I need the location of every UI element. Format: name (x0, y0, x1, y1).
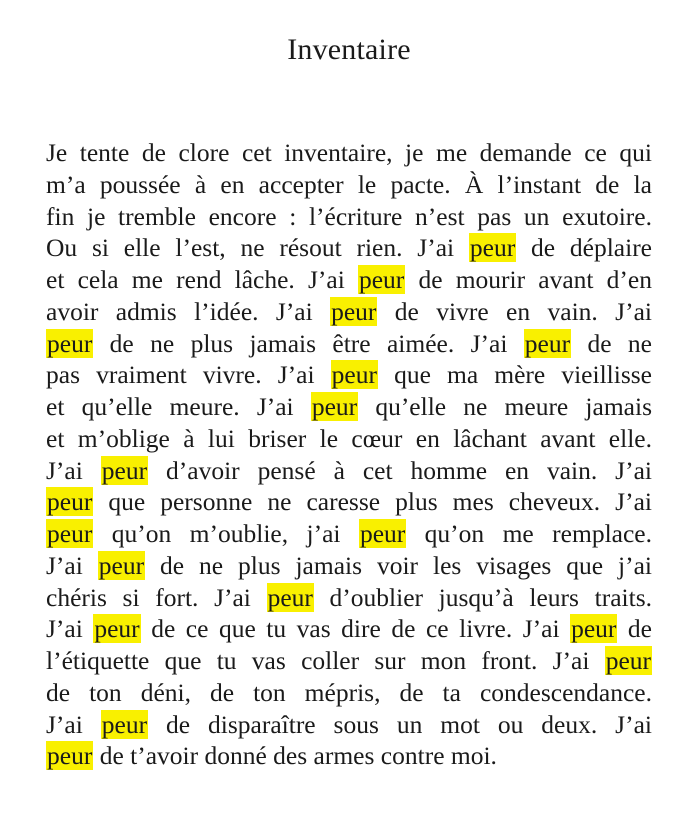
highlighted-word: peur (267, 582, 313, 612)
text-segment: de t’avoir donné des armes contre moi. (93, 741, 497, 771)
text-segment: de ne plus jamais voir les visages que j’ai (145, 550, 652, 580)
highlighted-word: peur (47, 741, 93, 771)
text-segment: qu’elle ne meure jamais (358, 392, 652, 421)
text-segment: et cela me rend lâche. J’ai (46, 265, 358, 294)
page-title: Inventaire (287, 33, 411, 66)
text-line (46, 169, 652, 201)
text-segment: de ne (571, 328, 652, 358)
text-segment: Je tente de clore cet inventaire, je me demande ce qui (46, 138, 652, 167)
text-line (46, 613, 652, 645)
text-segment: J’ai (46, 709, 101, 739)
body-text (46, 137, 652, 772)
text-segment: et qu’elle meure. J’ai (46, 392, 311, 421)
text-segment: J’ai (46, 550, 98, 580)
text-line (46, 423, 652, 455)
highlighted-word: peur (605, 646, 651, 675)
text-line (46, 740, 652, 772)
highlighted-word: peur (101, 709, 148, 739)
highlighted-word: peur (331, 296, 377, 326)
text-segment: qu’on me remplace. (406, 519, 652, 548)
text-line (46, 677, 652, 709)
text-segment: de ton déni, de ton mépris, de ta condescendance. (46, 677, 652, 707)
text-line (46, 645, 652, 677)
text-segment: chéris si fort. J’ai (46, 582, 267, 612)
highlighted-word: peur (101, 455, 148, 485)
highlighted-word: peur (47, 519, 93, 548)
text-segment: avoir admis l’idée. J’ai (46, 296, 331, 326)
text-segment: de (617, 614, 653, 644)
text-line (46, 709, 652, 741)
text-segment: de ne plus jamais être aimée. J’ai (93, 328, 524, 358)
text-segment: de vivre en vain. J’ai (377, 296, 652, 326)
text-line (46, 518, 652, 550)
text-segment: l’étiquette que tu vas coller sur mon front. J’ai (46, 646, 605, 675)
text-line (46, 582, 652, 614)
text-line (46, 486, 652, 518)
highlighted-word: peur (94, 614, 140, 644)
text-segment: de déplaire (516, 233, 653, 263)
text-line (46, 264, 652, 296)
text-segment: que personne ne caresse plus mes cheveux. J’ai (93, 487, 652, 517)
text-segment: de ce que tu vas dire de ce livre. J’ai (140, 614, 571, 644)
text-line (46, 232, 652, 264)
highlighted-word: peur (47, 487, 93, 517)
text-line (46, 201, 652, 233)
text-segment: de disparaître sous un mot ou deux. J’ai (148, 709, 652, 739)
text-segment: d’oublier jusqu’à leurs traits. (313, 582, 652, 612)
text-segment: J’ai (46, 455, 101, 485)
text-segment: d’avoir pensé à cet homme en vain. J’ai (148, 455, 652, 485)
text-segment: Ou si elle l’est, ne résout rien. J’ai (46, 233, 469, 263)
highlighted-word: peur (311, 392, 358, 421)
text-line (46, 455, 652, 487)
text-segment: pas vraiment vivre. J’ai (46, 360, 331, 390)
highlighted-word: peur (359, 519, 406, 548)
highlighted-word: peur (98, 550, 145, 580)
highlighted-word: peur (358, 265, 405, 294)
text-line (46, 359, 652, 391)
text-segment: de mourir avant d’en (405, 265, 652, 294)
text-segment: J’ai (46, 614, 94, 644)
highlighted-word: peur (469, 233, 516, 263)
text-line (46, 296, 652, 328)
text-segment: que ma mère vieillisse (377, 360, 652, 390)
text-segment: fin je tremble encore : l’écriture n’est pas un exutoire. (46, 201, 652, 231)
highlighted-word: peur (47, 328, 93, 358)
text-line (46, 391, 652, 423)
text-line (46, 550, 652, 582)
highlighted-word: peur (331, 360, 377, 390)
text-segment: et m’oblige à lui briser le cœur en lâchant avant elle. (46, 423, 652, 453)
highlighted-word: peur (571, 614, 617, 644)
text-line (46, 137, 652, 169)
text-line (46, 328, 652, 360)
highlighted-word: peur (524, 328, 571, 358)
text-segment: m’a poussée à en accepter le pacte. À l’instant de la (46, 169, 652, 199)
text-segment: qu’on m’oublie, j’ai (93, 519, 359, 548)
